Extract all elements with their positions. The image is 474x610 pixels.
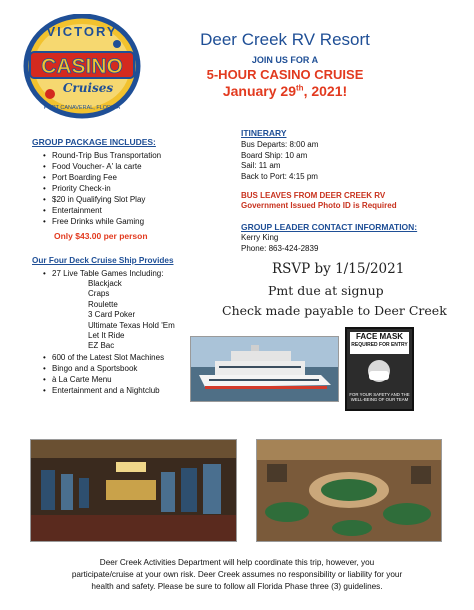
cruise-ship-photo — [190, 336, 339, 402]
mask-caption: FOR YOUR SAFETY AND THE WELL-BEING OF OUR TEAM — [349, 392, 410, 402]
table-games-photo — [256, 439, 442, 542]
list-item: • 600 of the Latest Slot Machines — [42, 352, 232, 363]
game-item: Craps — [88, 289, 110, 299]
footer-disclaimer — [30, 557, 444, 593]
list-item: • 27 Live Table Games Including: — [42, 268, 232, 279]
game-item: Blackjack — [88, 279, 122, 288]
id-warning: Government Issued Photo ID is Required — [241, 201, 397, 210]
contact-heading: GROUP LEADER CONTACT INFORMATION: — [241, 222, 418, 232]
mask-subtitle: REQUIRED FOR ENTRY — [351, 342, 408, 348]
itinerary-list — [241, 140, 451, 182]
itinerary-line: Bus Departs: 8:00 am — [241, 140, 319, 149]
list-item: • $20 in Qualifying Slot Play — [42, 194, 217, 205]
list-item: • Priority Check-in — [42, 183, 217, 194]
logo-ring-text: PORT CANAVERAL, FLORIDA — [43, 105, 121, 111]
game-item: EZ Bac — [88, 341, 115, 351]
itinerary-heading: ITINERARY — [241, 128, 287, 138]
face-mask-sign — [345, 327, 414, 411]
game-item: 3 Card Poker — [88, 310, 136, 320]
logo-top-text: VICTORY — [46, 24, 118, 39]
itinerary-line: Back to Port: 4:15 pm — [241, 171, 318, 181]
logo-sub-text: Cruises — [62, 81, 114, 95]
package-section — [32, 137, 217, 241]
game-item: Roulette — [88, 299, 118, 309]
bus-warning: BUS LEAVES FROM DEER CREEK RV — [241, 191, 386, 200]
price: Only $43.00 per person — [54, 231, 148, 241]
cruise-line: 5-HOUR CASINO CRUISE — [206, 67, 364, 82]
list-item: • Port Boarding Fee — [42, 172, 217, 183]
game-item: Let It Ride — [88, 331, 125, 341]
face-mask-icon — [347, 357, 412, 387]
contact-name: Kerry King — [241, 233, 279, 242]
list-item: • Food Voucher- A' la carte — [42, 161, 217, 172]
logo-main-text: CASINO — [41, 55, 123, 78]
list-item: • Bingo and a Sportsbook — [42, 363, 232, 374]
mask-title: FACE MASK — [355, 332, 404, 341]
footer-line: participate/cruise at your own risk. Deer Creek assumes no responsibility or liability for your — [71, 570, 403, 579]
check-note: Check made payable to Deer Creek — [222, 303, 447, 318]
list-item: • Entertainment and a Nightclub — [42, 385, 232, 396]
contact-section — [241, 222, 461, 254]
rsvp-note: RSVP by 1/15/2021 — [272, 261, 405, 277]
chip-icon — [113, 40, 121, 48]
resort-title: Deer Creek RV Resort — [200, 30, 370, 49]
dice-icon — [45, 89, 55, 99]
mask-title-box — [350, 332, 409, 354]
package-list — [42, 150, 217, 227]
ship-heading: Our Four Deck Cruise Ship Provides — [32, 256, 174, 265]
list-item: • Free Drinks while Gaming — [42, 216, 217, 227]
list-item: • Entertainment — [42, 205, 217, 216]
slot-machines-photo — [30, 439, 237, 542]
contact-phone: Phone: 863-424-2839 — [241, 243, 319, 253]
package-heading: GROUP PACKAGE INCLUDES: — [32, 137, 156, 147]
payment-note: Pmt due at signup — [268, 283, 384, 298]
join-line: JOIN US FOR A — [251, 55, 319, 65]
itinerary-line: Board Ship: 10 am — [241, 150, 308, 160]
footer-line: health and safety. Please be sure to follow all Florida Phase three (3) guidelines. — [91, 582, 383, 591]
list-item: • Round-Trip Bus Transportation — [42, 150, 217, 161]
itinerary-line: Sail: 11 am — [241, 161, 281, 170]
itinerary-section — [241, 128, 451, 211]
victory-casino-cruises-logo — [22, 14, 142, 119]
list-item: • à La Carte Menu — [42, 374, 232, 385]
game-item: Ultimate Texas Hold 'Em — [88, 320, 175, 330]
footer-line: Deer Creek Activities Department will help coordinate this trip, however, you — [99, 558, 375, 567]
event-date: January 29th, 2021! — [222, 83, 348, 99]
